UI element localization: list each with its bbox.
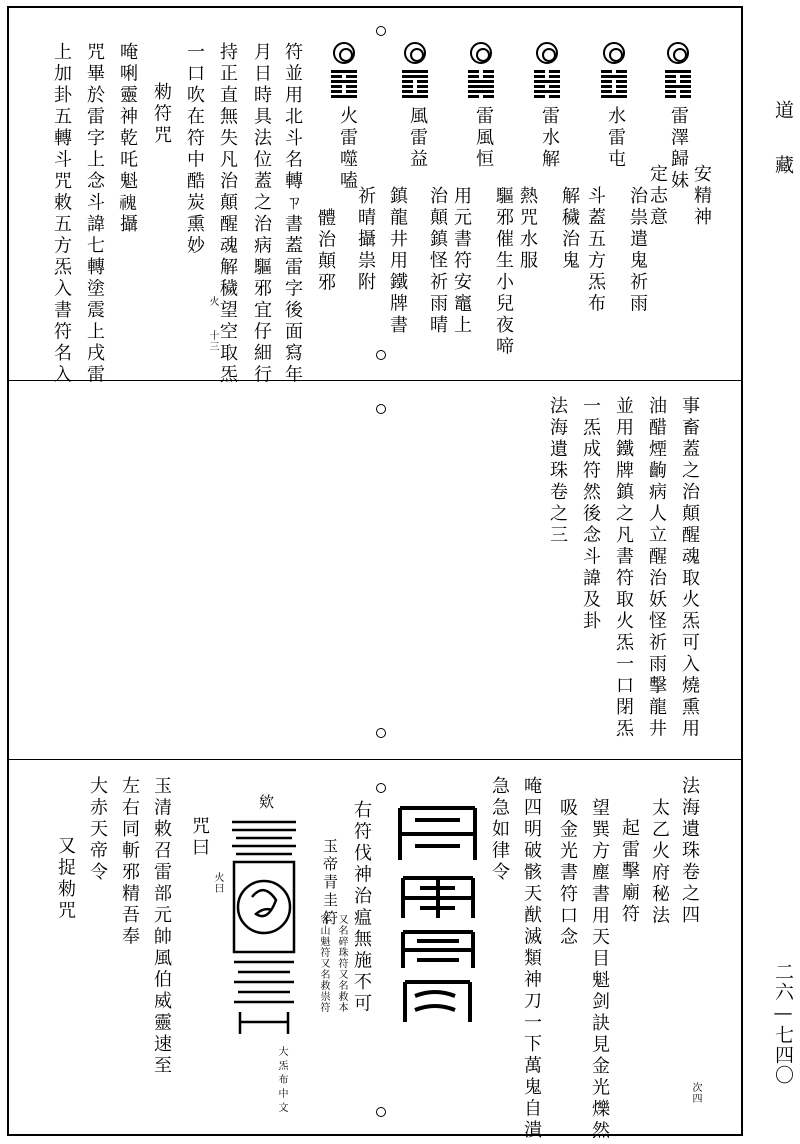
hexagram-note: 治祟遣鬼祈雨 xyxy=(627,186,648,315)
margin-title: 道藏 xyxy=(772,100,794,210)
hexagram-icon xyxy=(468,70,494,100)
small-note: 火曰 xyxy=(212,872,223,894)
hexagram-name: 風雷益 xyxy=(407,106,428,171)
hexagram-note: 定志意 xyxy=(647,164,668,229)
panel-divider-2 xyxy=(7,759,743,760)
text-column: 咒曰 xyxy=(189,816,210,859)
hexagram-name: 雷水解 xyxy=(539,106,560,171)
text-column: 左右同斬邪精吾奉 xyxy=(119,776,140,948)
seal-icon xyxy=(667,42,689,64)
hexagram-note: 斗蓋五方炁布 xyxy=(585,186,606,315)
binding-hole xyxy=(376,350,386,360)
hexagram-note: 驅邪催生小兒夜啼 xyxy=(493,186,514,358)
small-note: 十三 xyxy=(207,330,218,352)
chapter-end-title: 法海遺珠卷之三 xyxy=(547,396,568,547)
text-column: 右符伐神治瘟無施不可 xyxy=(351,800,372,1015)
talisman-title: 起雷擊廟符 xyxy=(619,818,640,926)
hexagram-note: 祈晴攝祟附 xyxy=(355,186,376,294)
small-note: 客山魁符又名救祟符 xyxy=(318,914,329,1013)
text-column: 事畜蓋之治顛醒魂取火炁可入燒熏用 xyxy=(679,396,700,740)
talisman-caption: 大炁布中文 xyxy=(276,1046,287,1116)
hexagram-icon xyxy=(601,70,627,100)
hexagram-note: 熱咒水服 xyxy=(517,186,538,272)
text-column: 大赤天帝令 xyxy=(87,776,108,884)
hexagram-note: 用元書符安竈上 xyxy=(451,186,472,337)
seal-icon xyxy=(404,42,426,64)
hexagram-icon xyxy=(402,70,428,100)
text-column: 一口吹在符中酷炭熏妙 xyxy=(184,42,205,257)
text-column: 月日時具法位蓋之治病驅邪宜仔細行 xyxy=(251,42,272,386)
talisman-top-glyph: 欸 xyxy=(257,794,275,812)
binding-hole xyxy=(376,1107,386,1117)
panel-divider-1 xyxy=(7,380,743,381)
text-column: 又捉勑咒 xyxy=(55,836,76,922)
text-column: 玉清敕召雷部元帥風伯威靈速至 xyxy=(151,776,172,1077)
hexagram-icon xyxy=(534,70,560,100)
binding-hole xyxy=(376,26,386,36)
hexagram-icon xyxy=(331,70,357,100)
text-column: 唵四明破骸天猷滅類神刀一下萬鬼自潰 xyxy=(521,776,542,1142)
margin-page-number: 二六—七四〇 xyxy=(772,962,794,1085)
text-column: 急急如律令 xyxy=(489,776,510,884)
seal-icon xyxy=(603,42,625,64)
text-column: 上加卦五轉斗咒敕五方炁入書符名入 xyxy=(51,42,72,386)
text-column: 油醋煙齣病人立醒治妖怪祈雨擊龍井 xyxy=(646,396,667,740)
binding-hole xyxy=(376,404,386,414)
section-title: 太乙火府秘法 xyxy=(649,798,670,927)
hexagram-note: 治顛鎮怪祈雨晴 xyxy=(427,186,448,337)
text-column: 一炁成符然後念斗諱及卦 xyxy=(580,396,601,633)
hexagram-note: 解穢治鬼 xyxy=(559,186,580,272)
chapter-title: 法海遺珠卷之四 xyxy=(679,776,700,927)
text-column: 並用鐵牌鎮之凡書符取火炁一口閉炁 xyxy=(613,396,634,740)
small-note: 次四 xyxy=(690,1082,701,1104)
text-column: 吸金光書符口念 xyxy=(557,798,578,949)
text-column: 唵唎靈神乾吒魁𩲡攝 xyxy=(117,42,138,236)
text-column: 勑符咒 xyxy=(151,82,172,147)
seal-icon xyxy=(536,42,558,64)
binding-hole xyxy=(376,728,386,738)
talisman-tablet-icon xyxy=(228,812,300,1037)
hexagram-name: 雷風恒 xyxy=(473,106,494,171)
hexagram-note: 體治顛邪 xyxy=(315,208,336,294)
seal-icon xyxy=(470,42,492,64)
small-note: 火 xyxy=(207,296,218,307)
seal-icon xyxy=(333,42,355,64)
talisman-name: 玉帝青圭符 xyxy=(321,838,339,928)
hexagram-name: 雷澤歸妹 xyxy=(668,106,689,192)
text-column: 持正直無失凡治顛醒魂解穢望空取炁 xyxy=(217,42,238,386)
text-column: 咒畢於雷字上念斗諱七轉塗震上戌雷 xyxy=(84,42,105,386)
hexagram-name: 水雷屯 xyxy=(605,106,626,171)
binding-hole xyxy=(376,783,386,793)
hexagram-note: 安精神 xyxy=(691,164,712,229)
talisman-glyph-icon xyxy=(395,800,480,1030)
hexagram-icon xyxy=(665,70,691,100)
text-column: 符並用北斗名轉ㄗ書蓋雷字後面寫年 xyxy=(282,42,303,386)
text-column: 望巽方塵書用天目魁剑訣見金光爍然 xyxy=(589,798,610,1142)
hexagram-note: 鎮龍井用鐵牌書 xyxy=(387,186,408,337)
small-note: 又名碎珠符又名救本 xyxy=(336,914,347,1013)
hexagram-name: 火雷噬嗑 xyxy=(337,106,358,192)
